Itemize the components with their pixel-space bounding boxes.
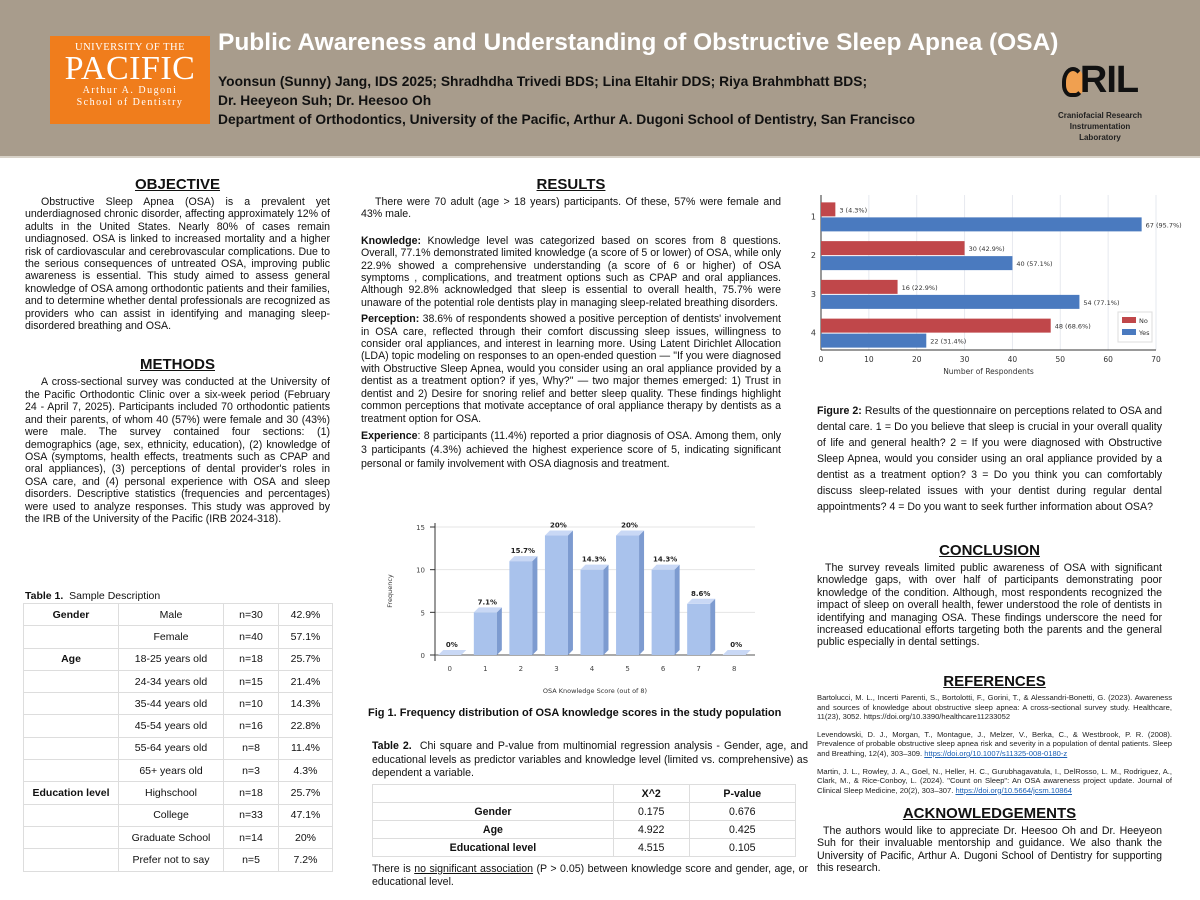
svg-text:22 (31.4%): 22 (31.4%) <box>930 337 967 346</box>
table-row <box>24 604 333 626</box>
svg-text:1: 1 <box>483 665 488 673</box>
bar-yes <box>821 295 1119 309</box>
table-cell: 4.3% <box>279 760 333 782</box>
svg-text:0%: 0% <box>445 641 458 649</box>
table-cell <box>24 849 119 871</box>
table-row <box>24 826 333 848</box>
left-column <box>25 176 330 525</box>
table-cell: 0.105 <box>689 839 795 857</box>
acknowledgements-heading: ACKNOWLEDGEMENTS <box>902 805 1077 822</box>
table-row <box>373 803 796 821</box>
table-row <box>24 693 333 715</box>
table-cell: 11.4% <box>279 737 333 759</box>
svg-text:6: 6 <box>660 665 666 673</box>
doi-link[interactable]: https://doi.org/10.1007/s11325-008-0180-z <box>924 748 1068 758</box>
table-cell: n=15 <box>224 670 279 692</box>
chart-legend <box>1118 312 1152 342</box>
acknowledgements-text: The authors would like to appreciate Dr. Heesoo Oh and Dr. Heeyeon Suh for their invaluable mentorship and guidance. We also thank the University of Pacific, Arthur A. Dugoni School of Dentistry for supporting this research. <box>817 825 1162 875</box>
svg-text:20: 20 <box>911 355 922 364</box>
svg-text:14.3%: 14.3% <box>652 555 678 564</box>
table-cell: n=33 <box>224 804 279 826</box>
bar-yes <box>821 256 1052 270</box>
table-cell: n=8 <box>224 737 279 759</box>
table-row <box>373 839 796 857</box>
results-perception: Perception: 38.6% of respondents showed a positive perception of dentists' involvement in OSA care, reflected through their comfort discussing sleep issues, willingness to consider oral appliances, and interest in learning more. Using Latent Dirichlet Allocation (LDA) topic modeling on responses to an open-ended question — "If you were diagnosed with Obstructive Sleep Apnea, would you consider using an oral appliance provided by a dentist as a treatment option? if yes, Why?" — two major themes emerged: 1) Trust in dentist and 2) Desire for snoring relief and better sleep quality. These findings highlight common perceptions that motivate acceptance of oral appliance therapy by dentists as a treatment option for OSA. <box>361 313 781 425</box>
conclusion-section <box>817 542 1162 649</box>
svg-text:20%: 20% <box>550 521 567 530</box>
bar-yes <box>821 217 1182 231</box>
svg-text:15: 15 <box>416 524 425 532</box>
table-row <box>24 715 333 737</box>
table2-caption: Table 2. Chi square and P-value from multinomial regression analysis - Gender, age, and educational levels as predictor variables and knowledge level (limited vs. comprehensive) as dependent a variable. <box>372 740 808 779</box>
table-cell: 22.8% <box>279 715 333 737</box>
table-cell <box>24 670 119 692</box>
poster-title: Public Awareness and Understanding of Obstructive Sleep Apnea (OSA) <box>218 29 1059 56</box>
table-row <box>24 760 333 782</box>
svg-text:4: 4 <box>589 665 595 673</box>
chi-square-table <box>372 784 796 857</box>
svg-text:10: 10 <box>416 566 425 575</box>
table-cell: 25.7% <box>279 648 333 670</box>
table-row <box>24 804 333 826</box>
table-cell: Education level <box>24 782 119 804</box>
table-cell: 45-54 years old <box>119 715 224 737</box>
table-cell: 0.425 <box>689 821 795 839</box>
knowledge-score-histogram <box>370 515 780 700</box>
svg-text:16 (22.9%): 16 (22.9%) <box>901 283 938 292</box>
table-cell: College <box>119 804 224 826</box>
poster-header <box>0 0 1200 158</box>
svg-text:5: 5 <box>420 609 425 618</box>
svg-text:8: 8 <box>731 665 737 673</box>
table-row <box>24 782 333 804</box>
svg-text:54 (77.1%): 54 (77.1%) <box>1083 298 1120 307</box>
table-row <box>24 849 333 871</box>
fig2-caption: Figure 2: Results of the questionnaire on perceptions related to OSA and dental care. 1 = Do you believe that sleep is crucial in your overall quality of life and general health? 2 = If you were diagnosed with Obstructive Sleep Apnea, would you consider using an oral appliance provided by a dentist as a treatment option? 3 = Do you think you can comfortably discuss sleep-related issues with your dentist during regular dental appointments? 4 = Do you want to seek further information about OSA? <box>817 405 1162 513</box>
svg-text:30: 30 <box>959 355 970 364</box>
doi-link[interactable]: https://doi.org/10.5664/jcsm.10864 <box>955 785 1072 795</box>
results-heading: RESULTS <box>536 176 606 193</box>
bar <box>438 641 466 673</box>
table-cell: 57.1% <box>279 626 333 648</box>
svg-text:2: 2 <box>518 665 524 673</box>
svg-text:3: 3 <box>810 289 816 299</box>
svg-text:7: 7 <box>696 665 701 673</box>
bar <box>616 522 644 673</box>
table-row <box>24 648 333 670</box>
bar-no <box>821 202 867 216</box>
table-row <box>24 670 333 692</box>
fig2-chart <box>808 190 1188 385</box>
table2-note: There is no significant association (P > 0.05) between knowledge score and gender, age, or educational level. <box>372 863 808 888</box>
perception-bar-chart <box>808 190 1188 385</box>
conclusion-heading: CONCLUSION <box>939 542 1040 559</box>
table-cell <box>24 804 119 826</box>
author-block <box>218 72 915 129</box>
svg-text:0%: 0% <box>730 641 743 649</box>
conclusion-text: The survey reveals limited public awareness of OSA with significant knowledge gaps, with over half of participants demonstrating poor knowledge of the condition. Although, most respondents recognized the impact of sleep on overall health, fewer understood the role of dentists in identifying and managing OSA. These findings underscore the need for increased educational efforts targeting both the parents and the general public especially in dental settings. <box>817 562 1162 649</box>
references-heading: REFERENCES <box>943 673 1046 690</box>
svg-text:30 (42.9%): 30 (42.9%) <box>968 245 1005 254</box>
table-cell: 47.1% <box>279 804 333 826</box>
table-cell: n=3 <box>224 760 279 782</box>
table-cell: Highschool <box>119 782 224 804</box>
table-cell: 20% <box>279 826 333 848</box>
bar-no <box>821 319 1091 333</box>
column-header <box>373 785 614 803</box>
methods-heading: METHODS <box>140 356 215 374</box>
table-cell: Gender <box>373 803 614 821</box>
methods-text: A cross-sectional survey was conducted at the University of the Pacific Orthodontic Clinic over a six-week period (February 24 - April 7, 2025). Participants included 70 orthodontic patients and their parents, of whom 40 (57%) were female and 30 (43%) were male. The survey contained four sections: (1) demographics (age, sex, ethnicity, education), (2) knowledge of OSA (symptoms, health effects, treatments such as CPAP and oral appliances), (3) perceptions of dental provider's roles in OSA care, and (4) personal experience with OSA and sleep disorders. Descriptive statistics (frequencies and percentages) were used to analyze responses. This study was approved by the IRB of the University of the Pacific (IRB 2024-318). <box>25 376 330 525</box>
svg-text:20%: 20% <box>621 521 638 530</box>
table-cell: Prefer not to say <box>119 849 224 871</box>
svg-text:0: 0 <box>818 355 824 364</box>
table-cell: n=18 <box>224 782 279 804</box>
table-cell: n=40 <box>224 626 279 648</box>
svg-text:50: 50 <box>1055 355 1066 364</box>
svg-text:OSA Knowledge Score (out of 8): OSA Knowledge Score (out of 8) <box>542 687 648 695</box>
bar <box>509 547 537 673</box>
sample-description-table <box>23 603 333 872</box>
references-list <box>817 693 1172 795</box>
table-cell: n=30 <box>224 604 279 626</box>
methods-section <box>25 356 330 525</box>
table-header-row <box>373 785 796 803</box>
table-cell: 42.9% <box>279 604 333 626</box>
table1-caption: Table 1. Sample Description <box>25 590 161 602</box>
table-row <box>24 737 333 759</box>
svg-text:0: 0 <box>447 665 453 673</box>
table-cell: Educational level <box>373 839 614 857</box>
svg-text:7.1%: 7.1% <box>477 598 498 607</box>
column-header: X^2 <box>613 785 689 803</box>
svg-text:8.6%: 8.6% <box>690 589 711 598</box>
bar-yes <box>821 334 966 348</box>
table-cell: 25.7% <box>279 782 333 804</box>
table-cell: Age <box>24 648 119 670</box>
table-cell: n=14 <box>224 826 279 848</box>
table-row <box>373 821 796 839</box>
table-cell: 55-64 years old <box>119 737 224 759</box>
results-knowledge: Knowledge: Knowledge level was categorized based on scores from 8 questions. Overall, 77.1% demonstrated limited knowledge (a score of 5 or lower) of OSA, while only 22.9% showed a comprehensive understanding (a score of 6 or higher) of OSA symptoms , complications, and treatment options such as CPAP and oral appliances. Although 92.8% acknowledged that sleep is essential to overall health, 75.7% were unaware of the potential role dentists play in managing sleep-related breathing disorders. <box>361 234 781 309</box>
table-cell: n=16 <box>224 715 279 737</box>
svg-text:No: No <box>1139 317 1148 325</box>
bar <box>545 522 573 673</box>
bar <box>687 590 715 673</box>
svg-text:70: 70 <box>1151 355 1161 364</box>
reference-item: Bartolucci, M. L., Incerti Parenti, S., Bortolotti, F., Gorini, T., & Alessandri-Bonetti, G. (2023). Awareness and sources of knowledge about obstructive sleep apnea: A cross-sectional survey study. Healthcare, 11(23), 3052. https://doi.org/10.3390/healthcare11233052 <box>817 693 1172 722</box>
table-cell: 0.676 <box>689 803 795 821</box>
middle-column <box>361 176 781 475</box>
table-cell: 65+ years old <box>119 760 224 782</box>
objective-section <box>25 176 330 332</box>
table-cell: 4.515 <box>613 839 689 857</box>
results-intro: There were 70 adult (age > 18 years) participants. Of these, 57% were female and 43% male. <box>361 196 781 221</box>
table-row <box>24 626 333 648</box>
bar-no <box>821 241 1005 255</box>
bar <box>474 598 502 673</box>
table-cell: 18-25 years old <box>119 648 224 670</box>
reference-item: Martin, J. L., Rowley, J. A., Goel, N., Heller, H. C., Gurubhagavatula, I., DelRosso, L. M., Rodriguez, A., Clark, M., & Rice-Conboy, L. (2024). "Count on Sleep": An OSA awareness project update. Journal of Clinical Sleep Medicine, 20(2), 303–307. https://doi.org/10.5664/jcsm.10864 <box>817 766 1172 795</box>
svg-text:40 (57.1%): 40 (57.1%) <box>1016 260 1053 269</box>
svg-text:48 (68.6%): 48 (68.6%) <box>1054 322 1091 331</box>
table-cell: n=5 <box>224 849 279 871</box>
table-cell: 14.3% <box>279 693 333 715</box>
svg-text:40: 40 <box>1007 355 1018 364</box>
svg-text:Frequency: Frequency <box>386 574 394 608</box>
table-cell <box>24 693 119 715</box>
table-cell: Male <box>119 604 224 626</box>
table-cell: Graduate School <box>119 826 224 848</box>
fig1-chart <box>370 515 780 700</box>
column-header: P-value <box>689 785 795 803</box>
references-section <box>817 673 1172 803</box>
table-cell: 21.4% <box>279 670 333 692</box>
table-cell: Gender <box>24 604 119 626</box>
table-cell: n=10 <box>224 693 279 715</box>
bar <box>723 641 751 673</box>
fig1-caption: Fig 1. Frequency distribution of OSA knowledge scores in the study population <box>368 707 782 719</box>
table-cell: 7.2% <box>279 849 333 871</box>
svg-text:10: 10 <box>864 355 874 364</box>
table-cell: 4.922 <box>613 821 689 839</box>
table-cell: 0.175 <box>613 803 689 821</box>
svg-text:1: 1 <box>810 212 816 222</box>
objective-text: Obstructive Sleep Apnea (OSA) is a prevalent yet underdiagnosed chronic disorder, affecting approximately 12% of adults in the United States. Nearly 80% of cases remain undiagnosed. OSA is linked to increased mortality and a higher risk of cardiovascular and cerebrovascular complications. Due to the serious consequences of untreated OSA, improving public awareness is essential. This study aimed to assess general knowledge of OSA among orthodontic patients and their families, and to determine whether dental professionals are recognized as providers who can assist in identifying and managing sleep-disordered breathing and OSA. <box>25 196 330 333</box>
table-cell <box>24 826 119 848</box>
svg-text:3 (4.3%): 3 (4.3%) <box>839 206 868 215</box>
authors-line-1: Yoonsun (Sunny) Jang, IDS 2025; Shradhdha Trivedi BDS; Lina Eltahir DDS; Riya Brahmbhatt BDS; <box>218 74 868 89</box>
svg-text:0: 0 <box>420 652 425 660</box>
acknowledgements-section <box>817 805 1162 875</box>
table-cell: Age <box>373 821 614 839</box>
authors-line-2: Dr. Heeyeon Suh; Dr. Heesoo Oh <box>218 93 432 108</box>
svg-text:5: 5 <box>625 665 630 673</box>
svg-text:2: 2 <box>810 251 816 261</box>
bar-no <box>821 280 938 294</box>
table-cell <box>24 737 119 759</box>
table-cell <box>24 626 119 648</box>
results-experience: Experience: 8 participants (11.4%) reported a prior diagnosis of OSA. Among them, only 3 participants (4.3%) achieved the highest experience score of 5, indicating significant personal or family involvement with OSA diagnosis and treatment. <box>361 429 781 470</box>
svg-text:Number of Respondents: Number of Respondents <box>943 367 1034 376</box>
svg-text:67 (95.7%): 67 (95.7%) <box>1145 221 1182 230</box>
table-cell: n=18 <box>224 648 279 670</box>
svg-text:15.7%: 15.7% <box>510 547 536 556</box>
table-cell <box>24 715 119 737</box>
cril-logo: RIL Craniofacial Research Instrumentation Laboratory <box>1057 59 1143 142</box>
svg-text:Yes: Yes <box>1139 329 1150 337</box>
table-cell <box>24 760 119 782</box>
university-of-the-pacific-logo: UNIVERSITY OF THE PACIFIC Arthur A. Dugoni School of Dentistry <box>50 36 210 124</box>
svg-text:14.3%: 14.3% <box>581 555 607 564</box>
table-cell: 35-44 years old <box>119 693 224 715</box>
svg-text:4: 4 <box>810 328 816 338</box>
table-cell: Female <box>119 626 224 648</box>
svg-text:60: 60 <box>1103 355 1113 364</box>
reference-item: Levendowski, D. J., Morgan, T., Montague, J., Melzer, V., Berka, C., & Westbrook, P. R. (2008). Prevalence of probable obstructive sleep apnea risk and severity in a population of dental patients. Sleep and Breathing, 12(4), 303–309. https://doi.org/10.1007/s11325-008-0180-z <box>817 729 1172 758</box>
objective-heading: OBJECTIVE <box>134 176 221 193</box>
table-cell: 24-34 years old <box>119 670 224 692</box>
svg-text:3: 3 <box>554 665 559 673</box>
affiliation: Department of Orthodontics, University of the Pacific, Arthur A. Dugoni School of Dentistry, San Francisco <box>218 112 916 127</box>
